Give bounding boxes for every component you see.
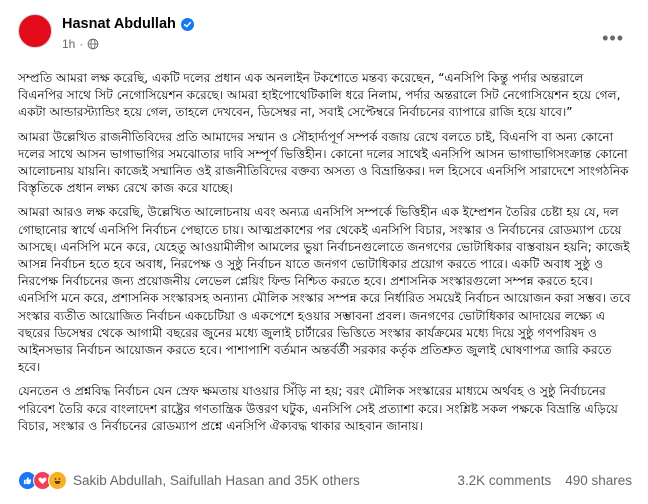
reaction-icons[interactable] xyxy=(18,471,67,490)
haha-icon xyxy=(48,471,67,490)
separator-dot: · xyxy=(79,37,84,51)
post-paragraph-3: আমরা আরও লক্ষ করেছি, উল্লেখিত আলোচনায় এবং অন্যত্র এনসিপি সম্পর্কে ভিত্তিহীন এক ইম্প্রেশন তৈরির চেষ্টা হয় যে, দল গোছানোর স্বার্থে এনসিপি নির্বাচন পেছাতে চায়। আত্মপ্রকাশের পর থেকেই এনসিপি বিচার, সংস্কার ও নির্বাচনের রোডম্যাপ চেয়ে আসছে। এনসিপি মনে করে, যেহেতু আওয়ামীলীগ আমলের ভুয়া নির্বাচনগুলোতে জনগণের ভোটাধিকার বাস্তবায়ন হয়নি; কাজেই আসন্ন নির্বাচন হতে হবে অবাধ, নিরপেক্ষ ও সুষ্ঠু নির্বাচন যাতে জনগণ ভোটাধিকার প্রয়োগ করতে পারে। একটি অবাধ সুষ্ঠু ও নিরপেক্ষ নির্বাচনের জন্য প্রয়োজনীয় লেভেল প্লেয়িং ফিল্ড নিশ্চিত করতে হবে। প্রশাসনিক সংস্কারগুলো সম্পন্ন করতে হবে। এনসিপি মনে করে, প্রশাসনিক সংস্কারসহ অন্যান্য মৌলিক সংস্কার সম্পন্ন করে নির্ধারিত সময়েই নির্বাচন আয়োজন করা সম্ভব। তবে সংস্কার ব্যতীত আয়োজিত নির্বাচন একচেটিয়া ও একপেশে হওয়ার সম্ভাবনা প্রবল। জনগণের ভোটাধিকার আদায়ের লক্ষ্যে এ বছরের ডিসেম্বর থেকে আগামী বছরের জুনের মধ্যে জুলাই চার্টারের ভিত্তিতে সংস্কার কার্যক্রমের মধ্যে দিয়ে সুষ্ঠু গণপরিষদ ও আইনসভার নির্বাচন আয়োজন করতে হবে। পাশাপাশি বর্তমান অন্তর্বর্তী সরকার কর্তৃক প্রতিশ্রুত জুলাই ঘোষণাপত্র জারি করতে হবে। xyxy=(18,205,631,375)
post-body xyxy=(18,70,632,442)
engagement-counts xyxy=(457,473,632,488)
verified-badge-icon xyxy=(181,18,194,31)
shares-count[interactable]: 490 shares xyxy=(565,472,632,488)
post-header xyxy=(18,10,638,60)
comments-count[interactable]: 3.2K comments xyxy=(457,472,552,488)
more-options-icon[interactable]: ••• xyxy=(602,28,624,48)
post-time[interactable]: 1h xyxy=(62,37,76,51)
reactors-text[interactable]: Sakib Abdullah, Saifullah Hasan and 35K others xyxy=(73,472,360,488)
globe-icon[interactable] xyxy=(87,38,99,50)
engagement-bar xyxy=(18,468,632,492)
post-paragraph-4: যেনতেন ও প্রশ্নবিদ্ধ নির্বাচন যেন স্রেফ ক্ষমতায় যাওয়ার সিঁড়ি না হয়; বরং মৌলিক সংস্কারের মাধ্যমে অর্থবহ ও সুষ্ঠু নির্বাচনের পরিবেশ তৈরি করে বাংলাদেশ রাষ্ট্রের গণতান্ত্রিক উত্তরণ ঘটুক, এনসিপি সেই প্রত্যাশা করে। সংশ্লিষ্ট সকল পক্ষকে বিভ্রান্তি এড়িয়ে বিচার, সংস্কার ও নির্বাচনের রোডম্যাপ প্রশ্নে এনসিপি ঐক্যবদ্ধ থাকার আহবান জানায়। xyxy=(18,384,618,433)
author-row xyxy=(62,16,194,32)
post-paragraph-2: আমরা উল্লেখিত রাজনীতিবিদের প্রতি আমাদের সম্মান ও সৌহার্দ্যপূর্ণ সম্পর্ক বজায় রেখে বলতে চাই, বিএনপি বা অন্য কোনো দলের সাথে আসন ভাগাভাগির সমঝোতার দাবি সম্পূর্ণ ভিত্তিহীন। কোনো দলের সাথেই এনসিপি আসন ভাগাভাগিসংক্রান্ত কোনো আলোচনায় যায়নি। কাজেই সম্মানিত ওই রাজনীতিবিদের বক্তব্য অসত্য ও বিভ্রান্তিকর। দল হিসেবে এনসিপি সারাদেশে সাংগঠনিক বিস্তৃতিকে প্রধান লক্ষ্য রেখে কাজ করে যাচ্ছে। xyxy=(18,129,629,196)
avatar[interactable] xyxy=(18,14,52,48)
author-name[interactable]: Hasnat Abdullah xyxy=(62,16,176,32)
post-meta xyxy=(62,37,99,51)
post-paragraph-1: সম্প্রতি আমরা লক্ষ করেছি, একটি দলের প্রধান এক অনলাইন টকশোতে মন্তব্য করেছেন, “এনসিপি কিন্তু পর্দার অন্তরালে বিএনপির সাথে সিট নেগোসিয়েশন করেছে। আমরা হাইপোথেটিকালি ধরে নিলাম, পর্দার অন্তরালে সিট নেগোসিয়েশন হয়ে গেল, একটা আন্ডারস্ট্যান্ডিং হয়ে গেল, তাহলে দেখবেন, ডিসেম্বর না, সবাই সেপ্টেম্বরে নির্বাচনের ব্যাপারে রাজি হয়ে যাবে।” xyxy=(18,71,621,120)
